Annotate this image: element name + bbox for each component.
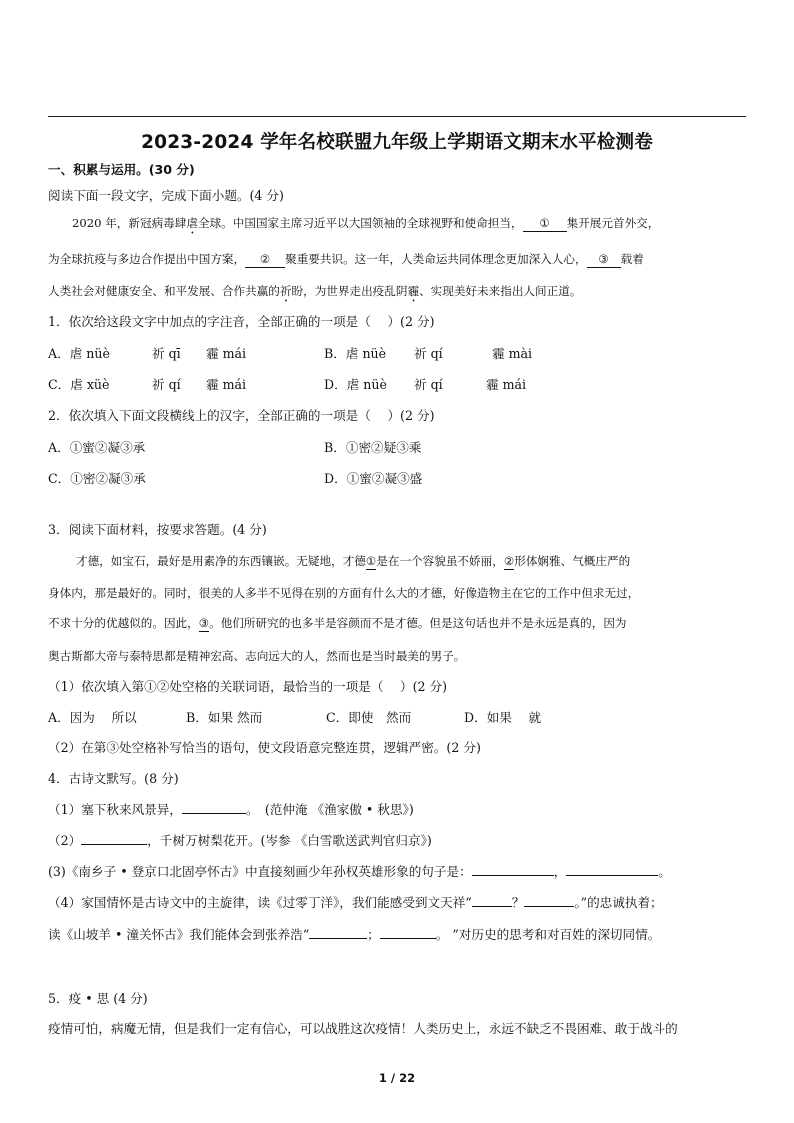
q4-line-5: 读《山坡羊 • 潼关怀古》我们能体会到张养浩“ ； 。 ”对历史的思考和对百姓的深切同情。 (48, 927, 661, 942)
q2-option-b[interactable]: B．①密②疑③乘 (324, 440, 422, 455)
q3-passage-line-1: 才德，如宝石，最好是用素净的东西镶嵌。无疑地，才德①是在一个容貌虽不娇丽，②形体娴雅、气概庄严的 (76, 554, 631, 568)
q2-option-c[interactable]: C．①密②凝③承 (48, 471, 146, 486)
header-rule (48, 116, 746, 117)
page-number: 1 / 22 (378, 1071, 416, 1085)
blank-3[interactable]: ③ (587, 251, 621, 268)
answer-blank[interactable] (524, 906, 574, 907)
dotted-char: 虐 (186, 216, 198, 230)
reading-instruction: 阅读下面一段文字，完成下面小题。(4 分) (48, 188, 284, 203)
dotted-char: 祈 (279, 284, 292, 298)
blank-2[interactable]: ② (503, 554, 515, 568)
q2-option-a[interactable]: A．①蜜②凝③承 (48, 440, 146, 455)
q3-option-b[interactable]: B．如果 然而 (186, 710, 263, 725)
q3-option-c[interactable]: C．即使 然而 (326, 710, 412, 725)
question-4: 4．古诗文默写。(8 分) (48, 771, 179, 786)
blank-1[interactable]: ① (523, 215, 567, 232)
question-5: 5．疫 • 思 (4 分) (48, 991, 148, 1006)
question-3: 3．阅读下面材料，按要求答题。(4 分) (48, 522, 267, 537)
q3-passage-line-4: 奥古斯都大帝与泰特思都是精神宏高、志向远大的人，然而也是当时最美的男子。 (48, 649, 466, 663)
q1-option-c[interactable]: C．虐 xüè 祈 qí 霾 mái (48, 377, 247, 392)
section-heading: 一、积累与运用。(30 分) (48, 162, 195, 177)
passage-line-1: 2020 年，新冠病毒肆虐全球。中国国家主席习近平以大国领袖的全球视野和使命担当， ① 集开展元首外交， (72, 216, 660, 230)
answer-blank[interactable] (472, 906, 512, 907)
answer-blank[interactable] (81, 844, 147, 845)
q1-option-a[interactable]: A．虐 nüè 祈 qī 霾 mái (48, 346, 247, 361)
answer-blank[interactable] (472, 875, 554, 876)
q4-line-4: （4）家国情怀是古诗文中的主旋律，读《过零丁洋》，我们能感受到文天祥“ ？ 。”的忠诚执着； (48, 895, 663, 910)
q4-line-2: （2） ，千树万树梨花开。(岑参 《白雪歌送武判官归京》) (48, 833, 432, 848)
question-2: 2．依次填入下面文段横线上的汉字，全部正确的一项是（ ）(2 分) (48, 408, 435, 423)
q3-passage-line-3: 不求十分的优越似的。因此，③。他们所研究的也多半是容颜而不是才德。但是这句话也并不是永远是真的，因为 (48, 616, 627, 630)
page-title: 2023-2024 学年名校联盟九年级上学期语文期末水平检测卷 (141, 132, 653, 153)
q1-option-b[interactable]: B．虐 nüè 祈 qí 霾 mài (324, 346, 533, 361)
answer-blank[interactable] (380, 938, 436, 939)
q5-text-line-1: 疫情可怕，病魔无情，但是我们一定有信心，可以战胜这次疫情！人类历史上，永远不缺乏不畏困难、敢于战斗的 (48, 1021, 678, 1036)
q1-option-d[interactable]: D．虐 nüè 祈 qí 霾 mái (324, 377, 527, 392)
question-1: 1．依次给这段文字中加点的字注音，全部正确的一项是（ ）(2 分) (48, 314, 435, 329)
q3-sub-question-1: （1）依次填入第①②处空格的关联词语，最恰当的一项是（ ）(2 分) (48, 679, 448, 694)
passage-line-2: 为全球抗疫与多边合作提出中国方案， ② 聚重要共识。这一年，人类命运共同体理念更加深入人心， ③ 载着 (48, 252, 644, 266)
blank-2[interactable]: ② (245, 251, 285, 268)
answer-blank[interactable] (309, 938, 367, 939)
passage-line-3: 人类社会对健康安全、和平发展、合作共赢的祈盼，为世界走出疫乱阴霾、实现美好未来指出人间正道。 (48, 284, 582, 298)
q3-option-a[interactable]: A．因为 所以 (48, 710, 137, 725)
q3-option-d[interactable]: D．如果 就 (464, 710, 542, 725)
q3-sub-question-2: （2）在第③处空格补写恰当的语句，使文段语意完整连贯，逻辑严密。(2 分) (48, 740, 481, 755)
q4-line-1: （1）塞下秋来风景异， 。 (范仲淹 《渔家傲 • 秋思》) (48, 802, 414, 817)
answer-blank[interactable] (182, 813, 246, 814)
q3-passage-line-2: 身体内，那是最好的。同时，很美的人多半不见得在别的方面有什么大的才德，好像造物主在它的工作中但求无过， (48, 586, 640, 600)
q4-line-3: (3)《南乡子 • 登京口北固亭怀古》中直接刻画少年孙权英雄形象的句子是： ， 。 (48, 864, 671, 879)
dotted-char: 霾 (407, 284, 420, 298)
blank-3[interactable]: ③ (198, 616, 210, 630)
q2-option-d[interactable]: D．①蜜②凝③盛 (324, 471, 423, 486)
blank-1[interactable]: ① (365, 554, 377, 568)
answer-blank[interactable] (566, 875, 658, 876)
